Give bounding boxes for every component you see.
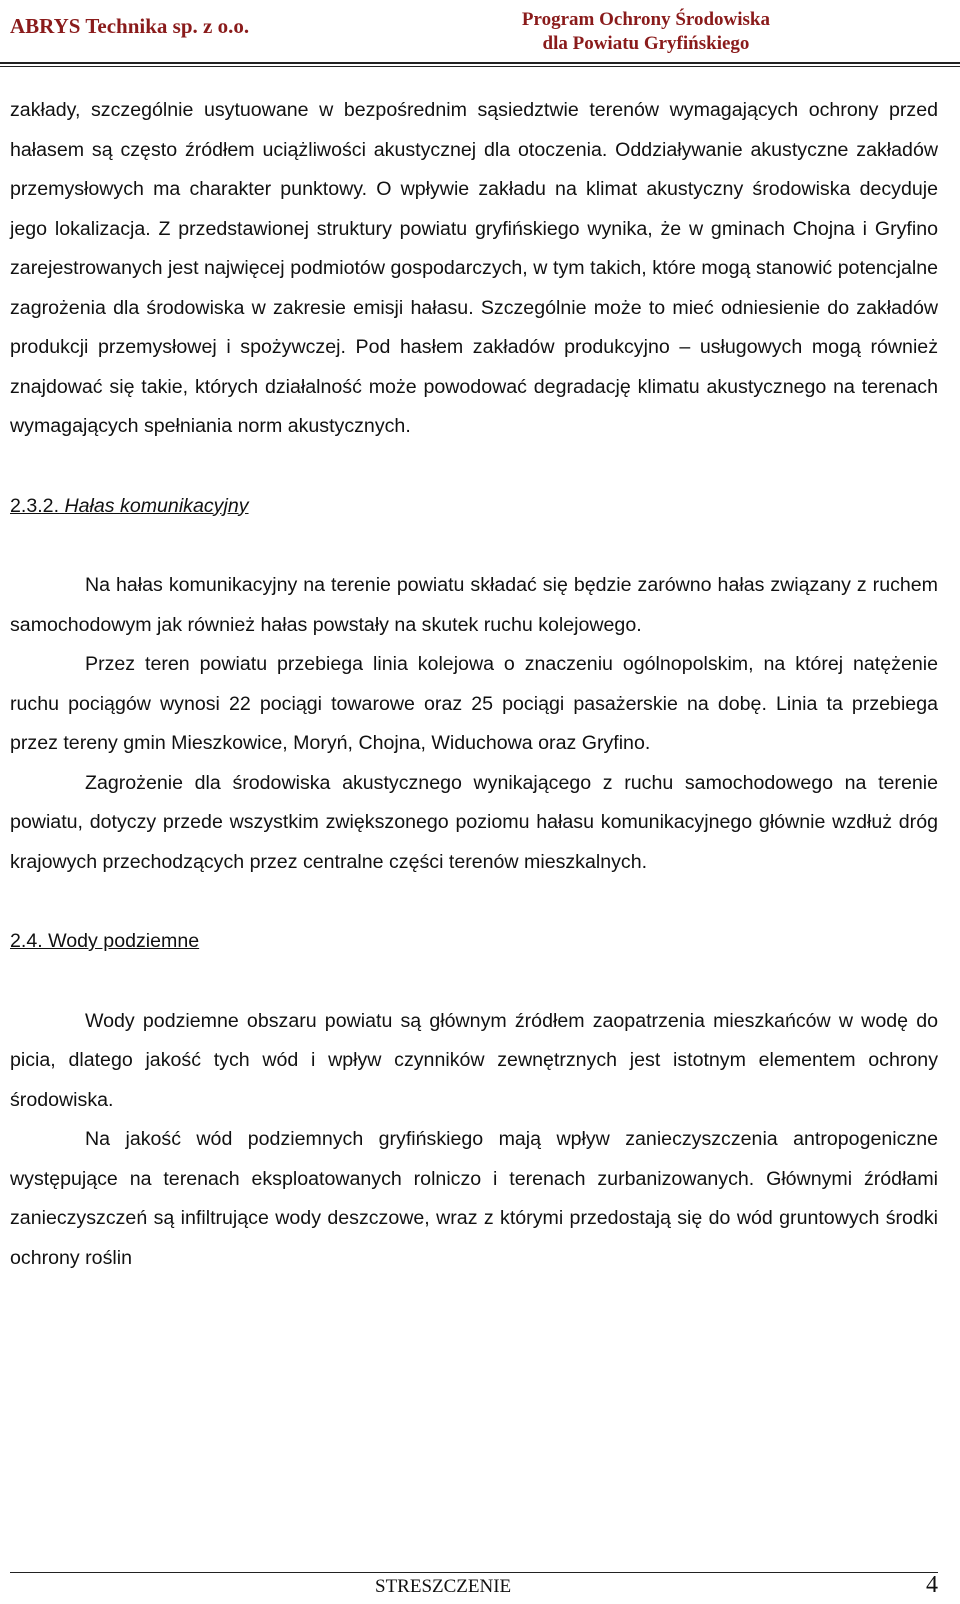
- paragraph-railway: Przez teren powiatu przebiega linia kolejowa o znaczeniu ogólnopolskim, na której natężenie ruchu pociągów wynosi 22 pociągi towarowe oraz 25 pociągi pasażerskie na dobę. Linia ta przebiega przez tereny gmin Mieszkowice, Moryń, Chojna, Widuchowa oraz Gryfino.: [10, 653, 938, 754]
- page-number: 4: [926, 1572, 938, 1598]
- page-content: [10, 91, 938, 1278]
- header-rule-thin: [0, 66, 960, 67]
- company-name: ABRYS Technika sp. z o.o.: [10, 14, 250, 38]
- program-title: [522, 8, 770, 56]
- section-heading-2-3-2: [10, 487, 938, 527]
- paragraph-groundwater: Wody podziemne obszaru powiatu są głównym źródłem zaopatrzenia mieszkańców w wodę do picia, dlatego jakość tych wód i wpływ czynników zewnętrznych jest istotnym elementem ochrony środowiska.: [10, 1009, 938, 1111]
- section-heading-2-4: 2.4. Wody podziemne: [10, 930, 200, 952]
- page-header: [0, 0, 960, 66]
- paragraph-traffic-noise: Na hałas komunikacyjny na terenie powiatu składać się będzie zarówno hałas związany z ruchem samochodowym jak również hałas powstały na skutek ruchu kolejowego.: [10, 574, 938, 636]
- section-title: Hałas komunikacyjny: [64, 494, 249, 517]
- paragraph-industrial-noise: zakłady, szczególnie usytuowane w bezpośrednim sąsiedztwie terenów wymagających ochrony przed hałasem są często źródłem uciążliwości akustycznej dla otoczenia. Oddziaływanie akustyczne zakładów przemysłowych ma charakter punktowy. O wpływie zakładu na klimat akustyczny środowiska decyduje jego lokalizacja. Z przedstawionej struktury powiatu gryfińskiego wynika, że w gminach Chojna i Gryfino zarejestrowanych jest najwięcej podmiotów gospodarczych, w tym takich, które mogą stanowić potencjalne zagrożenia dla środowiska w zakresie emisji hałasu. Szczególnie może to mieć odniesienie do zakładów produkcji przemysłowej i spożywczej. Pod hasłem zakładów produkcyjno – usługowych mogą również znajdować się takie, których działalność może powodować degradację klimatu akustycznego na terenach wymagających spełniania norm akustycznych.: [10, 99, 938, 437]
- program-title-line1: Program Ochrony Środowiska: [521, 9, 770, 30]
- paragraph-groundwater-quality: Na jakość wód podziemnych gryfińskiego mają wpływ zanieczyszczenia antropogeniczne występujące na terenach eksploatowanych rolniczo i terenach zurbanizowanych. Głównymi źródłami zanieczyszczeń są infiltrujące wody deszczowe, wraz z którymi przedostają się do wód gruntowych środki ochrony roślin: [10, 1128, 938, 1269]
- spacer: [10, 962, 938, 1002]
- spacer: [10, 447, 938, 487]
- program-title-line2: dla Powiatu Gryfińskiego: [542, 33, 750, 54]
- spacer: [10, 526, 938, 566]
- spacer: [10, 882, 938, 922]
- footer-section-label: STRESZCZENIE: [375, 1576, 512, 1597]
- paragraph-road-noise: Zagrożenie dla środowiska akustycznego wynikającego z ruchu samochodowego na terenie powiatu, dotyczy przede wszystkim zwiększonego poziomu hałasu komunikacyjnego głównie wzdłuż dróg krajowych przechodzących przez centralne części terenów mieszkalnych.: [10, 771, 938, 873]
- section-number: 2.3.2.: [10, 494, 60, 517]
- footer-rule: [10, 1572, 938, 1573]
- header-rule: [0, 62, 960, 64]
